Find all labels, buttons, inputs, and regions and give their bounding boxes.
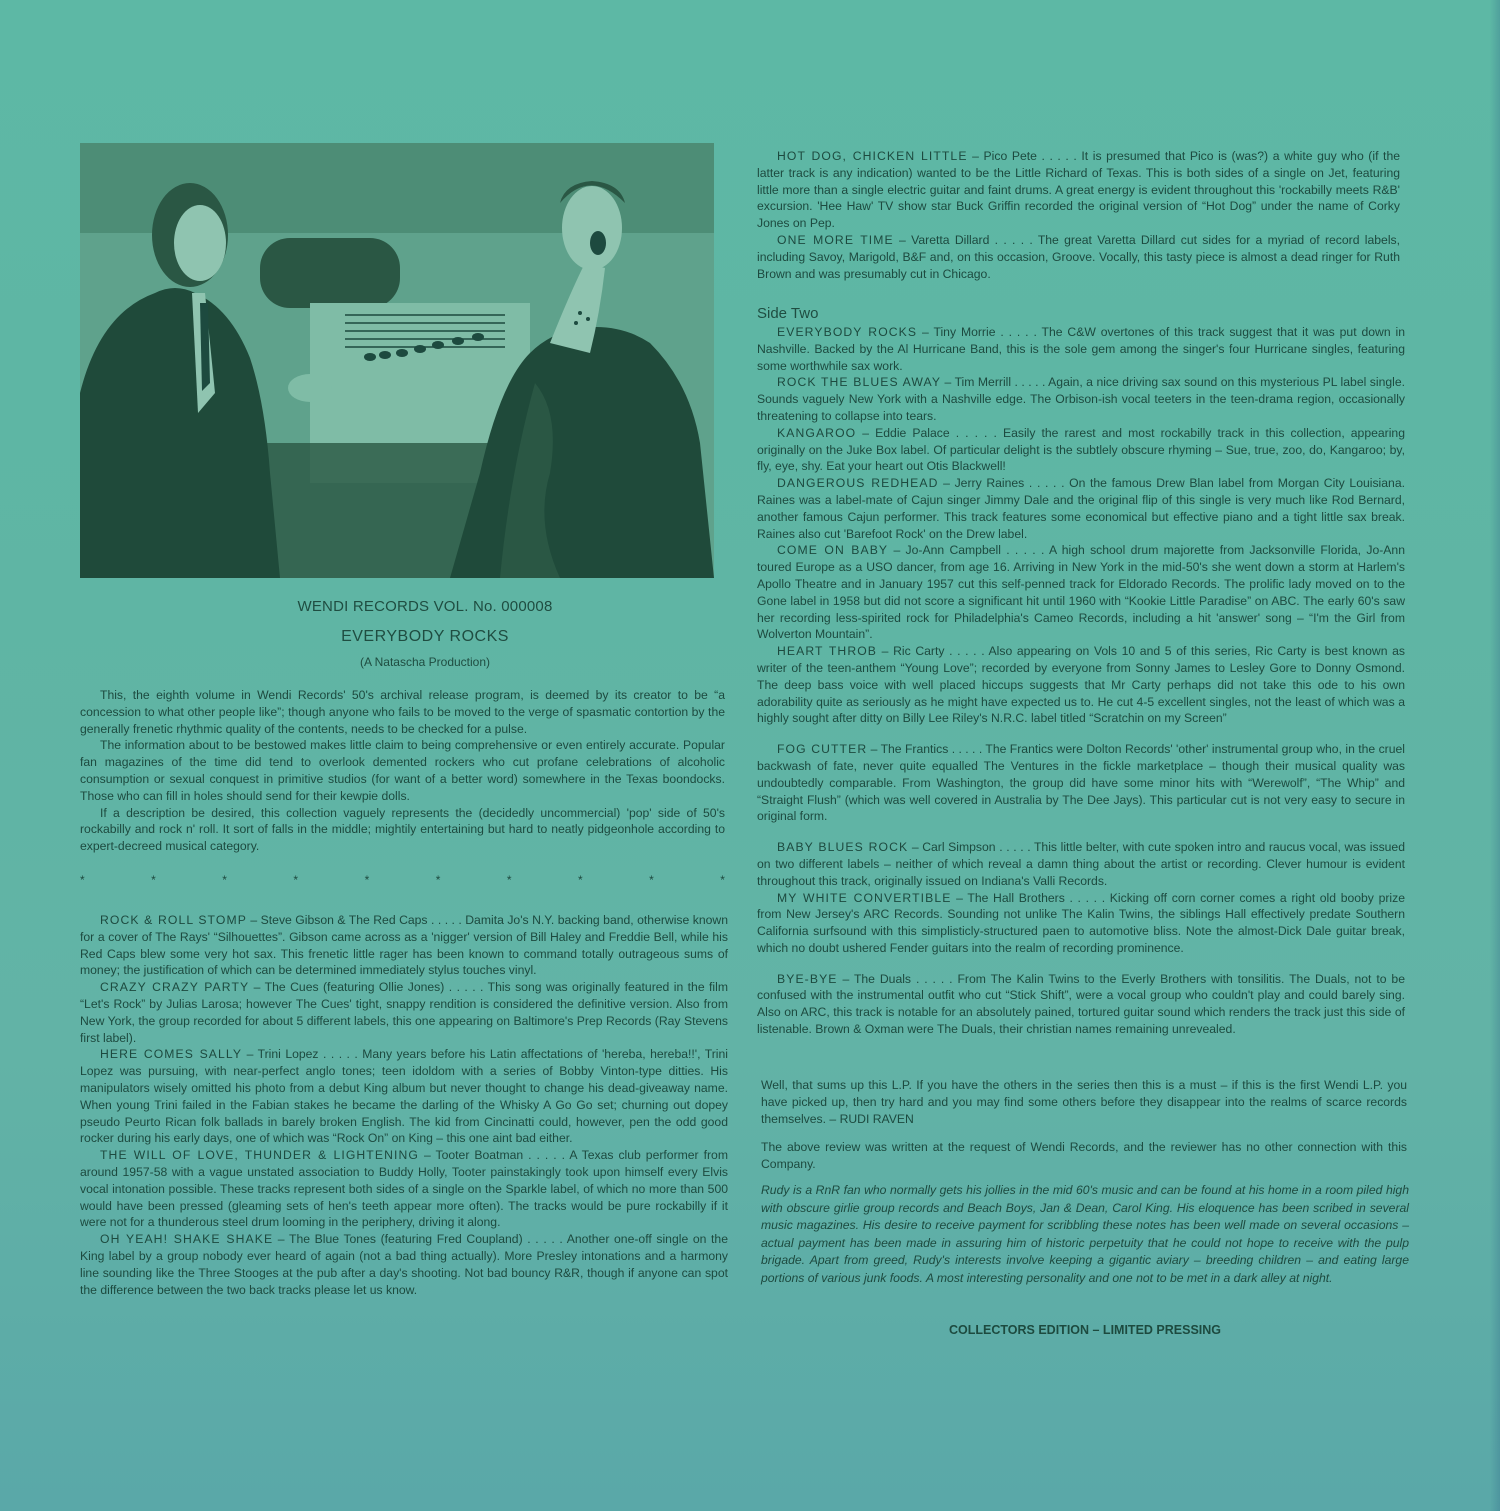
spacer bbox=[757, 727, 1405, 741]
photo-illustration bbox=[80, 143, 714, 578]
spacer bbox=[757, 957, 1405, 971]
track-title: EVERYBODY ROCKS bbox=[777, 325, 918, 339]
sleeve-edge-shadow bbox=[1490, 0, 1500, 1511]
track-description: – Tim Merrill . . . . . Again, a nice driving sax sound on this mysterious PL label single. Sounds vaguely New York with a Nashville edge. The Orbison-ish vocal teeters in the teen-drama region, occasionally threatening to collapse into tears. bbox=[757, 375, 1406, 423]
track-description: – Tiny Morrie . . . . . The C&W overtones of this track suggest that it was put down in Nashville. Backed by the Al Hurricane Band, this is the sole gem among the singer's four Hurricane singles, featuring some worthwhile sax work. bbox=[757, 325, 1405, 373]
track-note bbox=[80, 1231, 728, 1298]
track-title: DANGEROUS REDHEAD bbox=[777, 476, 939, 491]
track-description: – The Duals . . . . . From The Kalin Twins to the Everly Brothers with tonsilitis. The Duals, not to be confused with the instrumental outfit who cut “Stick Shift”, were a vocal group who couldn't play and could barely sing. Also on ARC, this track is notable for an absolutely pained, tortured guitar sound which renders the track just this side of listenable. Brown & Oxman were The Duals, their christian names remaining unrevealed. bbox=[757, 971, 1405, 1037]
track-title: HERE COMES SALLY bbox=[100, 1047, 243, 1062]
star: * bbox=[506, 873, 512, 887]
star: * bbox=[293, 873, 299, 887]
track-title: OH YEAH! SHAKE SHAKE bbox=[100, 1232, 274, 1247]
track-note bbox=[757, 741, 1405, 825]
track-description: – Steve Gibson & The Red Caps . . . . . Damita Jo's N.Y. backing band, otherwise known for a cover of The Rays' “Silhouettes”. Gibson came across as a 'nigger' version of Bill Haley and Freddie Bell, while his Red Caps blew some very hot sax. This frenetic little rager has been known to command totally outrageous sums of money; the justification of which can be determined immediately stylus touches vinyl. bbox=[80, 913, 728, 978]
star: * bbox=[364, 873, 370, 887]
track-note bbox=[80, 912, 728, 979]
intro-paragraph: If a description be desired, this collection vaguely represents the (decidedly uncommercial) 'pop' side of 50's rockabilly and rock n' roll. It sort of falls in the middle; mightily entertaining but hard to neatly pidgeonhole according to expert-decreed musical category. bbox=[80, 805, 725, 854]
album-label-line: WENDI RECORDS VOL. No. 000008 bbox=[297, 598, 553, 615]
track-description: – Pico Pete . . . . . It is presumed that Pico is (was?) a white guy who (if the latter track is any indication) wanted to be the Little Richard of Texas. This is both sides of a single on Jet, featuring little more than a single electric guitar and faint drums. A great energy is evident throughout this 'rockabilly meets R&B' excursion. 'Hee Haw' TV show star Buck Griffin recorded the original version of “Hot Dog” under the name of Corky Jones on Pep. bbox=[757, 149, 1400, 231]
star-divider bbox=[80, 873, 725, 887]
track-description: – Tooter Boatman . . . . . A Texas club performer from around 1957-58 with a vague unstated association to Buddy Holly, Tooter painstakingly took upon himself every Elvis vocal intonation possible. These tracks represent both sides of a single on the Sparkle label, of which no more than 500 would have been pressed (gleaming sets of hen's teeth appear more often). The tracks would be pure rockabilly if it were not for a thunderous steel drum looming in the periphery, driving it along. bbox=[80, 1148, 728, 1230]
track-description: – Varetta Dillard . . . . . The great Varetta Dillard cut sides for a myriad of record labels, including Savoy, Marigold, B&F and, on this occasion, Groove. Vocally, this tasty piece is almost a dead ringer for Ruth Brown and was presumably cut in Chicago. bbox=[757, 232, 1401, 281]
track-title: KANGAROO bbox=[777, 425, 857, 440]
track-description: – Jo-Ann Campbell . . . . . A high school drum majorette from Jacksonville Florida, Jo-Ann toured Europe as a USO dancer, from age 16. Arriving in New York in the mid-50's she went down a storm at Harlem's Apollo Theatre and in January 1957 cut this self-penned track for Eldorado Records. The prolific lady moved on to the Gone label in 1958 but did not score a significant hit until 1960 with “Kookie Little Paradise” on ABC. The early 60's saw her recording less-spirited rock for Philadelphia's Cameo Records, including a hit 'answer' song – “I'm the Girl from Wolverton Mountain”. bbox=[757, 543, 1405, 642]
star: * bbox=[80, 873, 85, 887]
intro-text bbox=[80, 687, 725, 855]
track-title: HEART THROB bbox=[777, 644, 878, 659]
side-two-track-notes bbox=[757, 324, 1405, 1038]
track-description: – Jerry Raines . . . . . On the famous Drew Blan label from Morgan City Louisiana. Raines was a label-mate of Cajun singer Jimmy Dale and the original flip of this single is very much like Rod Bernard, another famous Cajun performer. This track features some economical but effective piano and a tight little sax break. Raines also cut 'Barefoot Rock' on the Drew label. bbox=[757, 476, 1405, 541]
track-title: FOG CUTTER bbox=[777, 742, 868, 757]
track-note bbox=[757, 425, 1405, 475]
intro-paragraph: The information about to be bestowed makes little claim to being comprehensive or even entirely accurate. Popular fan magazines of the time did tend to overlook demented rockers who cut profane celebrations of alcoholic consumption or sexual conquest in primitive studios (for want of a better word) somewhere in the Texas boondocks. Those who can fill in holes should send for their kewpie dolls. bbox=[80, 738, 725, 803]
track-note bbox=[757, 148, 1400, 232]
track-description: – The Hall Brothers . . . . . Kicking off corn corner comes a right old booby prize from New Jersey's ARC Records. Sounding not unlike The Kalin Twins, the siblings Hall effectively predate Southern California surfsound with this simplisticly-structured paen to automotive bliss. Note the almost-Dick Dale guitar break, which no doubt ushered Fender guitars into the realm of recording prominence. bbox=[757, 890, 1405, 955]
track-note bbox=[757, 890, 1405, 957]
star: * bbox=[222, 873, 227, 887]
star: * bbox=[720, 873, 725, 887]
track-title: ONE MORE TIME bbox=[777, 232, 894, 247]
disclaimer-paragraph: The above review was written at the request of Wendi Records, and the reviewer has no other connection with this Company. bbox=[761, 1140, 1407, 1172]
album-title: EVERYBODY ROCKS bbox=[341, 628, 509, 645]
track-description: – The Cues (featuring Ollie Jones) . . . . . This song was originally featured in the film “Let's Rock” by Julias Larosa; however The Cues' tight, snappy rendition is considered the definitive version. Also from New York, the group recorded for about 5 different labels, this one appearing on Baltimore's Prep Records (Ray Stevens first label). bbox=[80, 980, 728, 1045]
track-note bbox=[80, 1046, 728, 1147]
intro-paragraph: This, the eighth volume in Wendi Records' 50's archival release program, is deemed by its creator to be “a concession to what other people like”; though anyone who fails to be moved to the verge of spasmatic contortion by the generally frenetic rhythmic quality of the contents, needs to be checked for a pulse. bbox=[80, 688, 725, 736]
side-two-heading: Side Two bbox=[757, 305, 819, 322]
star: * bbox=[577, 873, 583, 887]
track-note bbox=[757, 643, 1405, 727]
track-note bbox=[757, 324, 1405, 374]
track-description: – The Frantics . . . . . The Frantics were Dolton Records' 'other' instrumental group who, in the cruel backwash of fate, never quite equalled The Ventures in the fickle marketplace – though their musical quality was undoubtedly comparable. From Washington, the group did have some minor hits with “Werewolf”, “The Whip” and “Straight Flush” (which was well covered in Australia by The Dee Jays). This particular cut is not very easy to secure in original form. bbox=[757, 742, 1405, 824]
track-description: – Ric Carty . . . . . Also appearing on Vols 10 and 5 of this series, Ric Carty is best known as writer of the teen-anthem “Young Love”; recorded by everyone from Sonny James to Lesley Gore to Donny Osmond. The deep bass voice with well placed hiccups suggests that Mr Carty perhaps did not take this ode to his own adorability quite as seriously as he might have expected us to. He cut 4-5 excellent singles, not the least of which was a highly sought after ditty on Billy Lee Riley's N.R.C. label titled “Scratchin on my Screen” bbox=[757, 644, 1405, 726]
track-title: THE WILL OF LOVE, THUNDER & LIGHTENING bbox=[100, 1148, 419, 1163]
track-note bbox=[80, 1147, 728, 1231]
star: * bbox=[151, 873, 156, 887]
track-title: ROCK THE BLUES AWAY bbox=[777, 375, 942, 390]
track-title: BYE-BYE bbox=[777, 971, 838, 986]
track-title: HOT DOG, CHICKEN LITTLE bbox=[777, 149, 968, 163]
reviewer-bio: Rudy is a RnR fan who normally gets his jollies in the mid 60's music and can be found at his home in a room piled high with obscure girlie group records and Beach Boys, Jan & Dean, Carol King. His eloquence has been scribed in several music magazines. His desire to receive payment for scribbling these notes has been well made on several occasions – actual payment has been made in assuring him of historic perpetuity that he could not hope to receive with the pulp brigade. Apart from greed, Rudy's interests involve keeping a gigantic aviary – breeding children – and eating large portions of various junk foods. A most interesting personality and one not to be met in a dark alley at night. bbox=[761, 1183, 1409, 1285]
star: * bbox=[649, 873, 654, 887]
track-title: ROCK & ROLL STOMP bbox=[100, 913, 247, 927]
side-one-continued-notes bbox=[757, 148, 1400, 282]
closing-paragraph: Well, that sums up this L.P. If you have the others in the series then this is a must – if this is the first Wendi L.P. you have picked up, then try hard and you may find some others before they disappear into the realms of scarce records themselves. – RUDI RAVEN bbox=[761, 1078, 1407, 1126]
track-title: COME ON BABY bbox=[777, 543, 889, 558]
track-title: MY WHITE CONVERTIBLE bbox=[777, 890, 952, 905]
track-note bbox=[757, 971, 1405, 1038]
track-note bbox=[757, 232, 1400, 282]
track-title: BABY BLUES ROCK bbox=[777, 840, 909, 855]
track-note bbox=[80, 979, 728, 1046]
track-note bbox=[757, 542, 1405, 643]
collectors-edition-footer: COLLECTORS EDITION – LIMITED PRESSING bbox=[948, 1323, 1221, 1337]
track-description: – The Blue Tones (featuring Fred Coupland) . . . . . Another one-off single on the King label by a group nobody ever heard of again (not a bad thing actually). More Presley intonations and a harmony line sounding like the Three Stooges at the pub after a day's shooting. Not bad bouncy R&R, though if anyone can spot the difference between the two back tracks please let us know. bbox=[80, 1232, 728, 1297]
cover-photo bbox=[80, 143, 714, 578]
side-one-track-notes bbox=[80, 912, 728, 1298]
track-description: – Carl Simpson . . . . . This little belter, with cute spoken intro and raucus vocal, was issued on two different labels – neither of which reveal a damn thing about the artist or recording. Clever humour is evident throughout this track, originally issued on Indiana's Valli Records. bbox=[757, 840, 1405, 888]
closing-text bbox=[761, 1077, 1407, 1185]
album-credit: (A Natascha Production) bbox=[359, 655, 491, 669]
track-description: – Eddie Palace . . . . . Easily the rarest and most rockabilly track in this collection, appearing originally on the Juke Box label. Of particular delight is the subtlely obscure rhyming – Sue, true, zoo, do, Kangaroo; by, fly, eye, shy. Eat your heart out Otis Blackwell! bbox=[757, 425, 1405, 474]
track-description: – Trini Lopez . . . . . Many years before his Latin affectations of 'hereba, hereba!!', Trini Lopez was pursuing, with near-perfect anglo tones; teen idoldom with a series of Bobby Vinton-type ditties. His manipulators wisely omitted his photo from a debut King album but never thought to change his dead-giveaway name. When young Trini failed in the Fabian stakes he became the darling of the Whisky A Go Go set; churning out dopey pseudo Peurto Rican folk ballads in barely broken English. The kid from Cincinatti could, however, pen the odd good rocker during his early days, one of which was “Rock On” on King – this one aint bad either. bbox=[80, 1047, 728, 1146]
star: * bbox=[435, 873, 441, 887]
track-note bbox=[757, 475, 1405, 542]
spacer bbox=[757, 825, 1405, 839]
track-note bbox=[757, 839, 1405, 889]
track-title: CRAZY CRAZY PARTY bbox=[100, 980, 250, 995]
track-note bbox=[757, 374, 1405, 424]
